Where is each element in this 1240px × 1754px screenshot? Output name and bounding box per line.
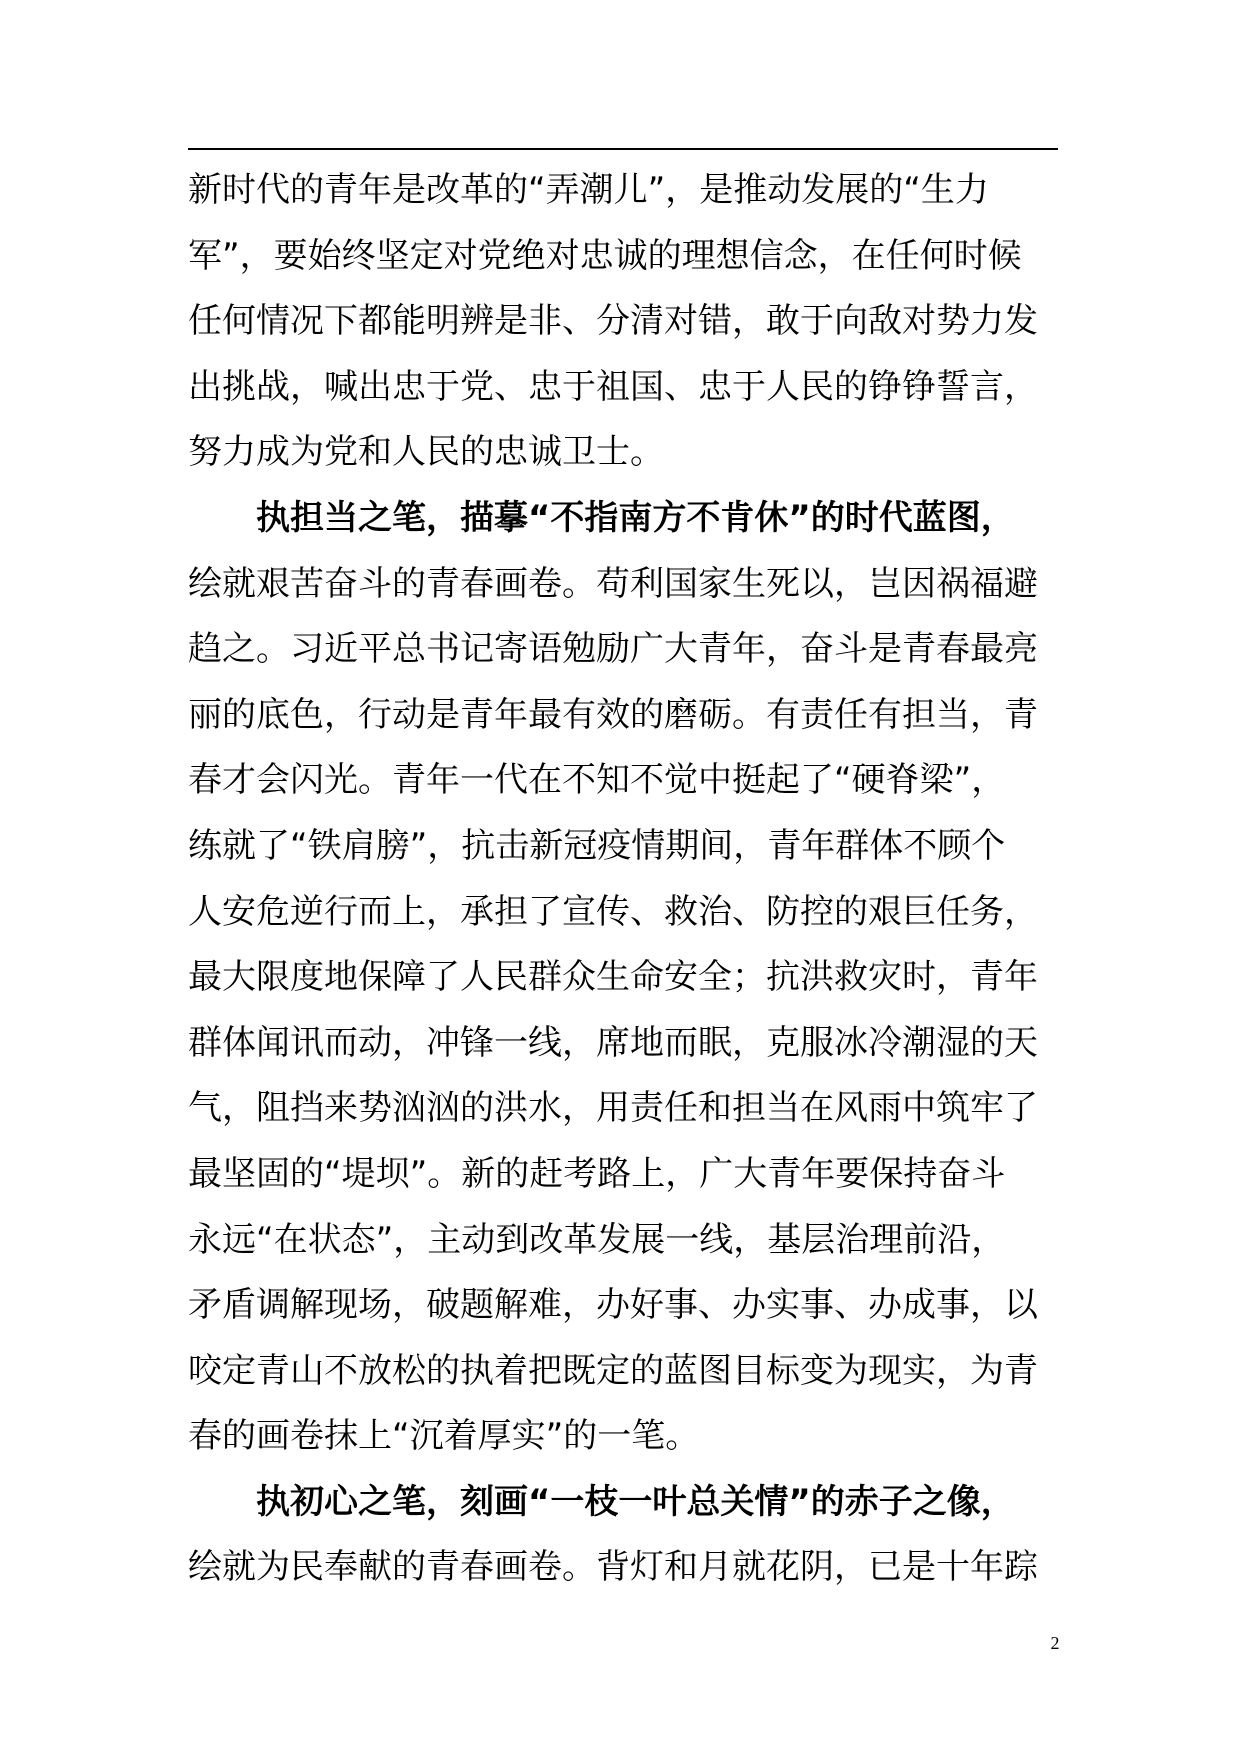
text-line: 最大限度地保障了人民群众生命安全；抗洪救灾时，青年: [188, 957, 1038, 998]
text-line: 群体闻讯而动，冲锋一线，席地而眠，克服冰冷潮湿的天: [188, 1022, 1038, 1063]
text-line: 气，阻挡来势汹汹的洪水，用责任和担当在风雨中筑牢了: [188, 1088, 1038, 1129]
text-line: 永远“在状态”，主动到改革发展一线，基层治理前沿，: [188, 1219, 1006, 1260]
text-line: 人安危逆行而上，承担了宣传、救治、防控的艰巨任务，: [188, 891, 1038, 932]
text-line: 军”，要始终坚定对党绝对忠诚的理想信念，在任何时候: [188, 235, 1022, 276]
paragraph-lead-sentence: 执初心之笔，刻画“一枝一叶总关情”的赤子之像，: [256, 1481, 1015, 1522]
text-line: 矛盾调解现场，破题解难，办好事、办实事、办成事，以: [188, 1285, 1038, 1326]
text-line: 丽的底色，行动是青年最有效的磨砺。有责任有担当，青: [188, 694, 1038, 735]
text-line: 绘就为民奉献的青春画卷。背灯和月就花阴，已是十年踪: [188, 1547, 1038, 1588]
text-line: 练就了“铁肩膀”，抗击新冠疫情期间，青年群体不顾个: [188, 825, 1006, 866]
paragraph-lead-line: [188, 486, 1058, 552]
text-line: 春的画卷抹上“沉着厚实”的一笔。: [188, 1416, 700, 1457]
text-line: 咬定青山不放松的执着把既定的蓝图目标变为现实，为青: [188, 1350, 1038, 1391]
text-line: 出挑战，喊出忠于党、忠于祖国、忠于人民的铮铮誓言，: [188, 366, 1038, 407]
text-line: 努力成为党和人民的忠诚卫士。: [188, 432, 664, 473]
paragraph-lead-sentence: 执担当之笔，描摹“不指南方不肯休”的时代蓝图，: [256, 497, 1015, 538]
paragraph-lead-line: [188, 1470, 1058, 1536]
page-number: 2: [1050, 1633, 1060, 1653]
text-line: 春才会闪光。青年一代在不知不觉中挺起了“硬脊梁”，: [188, 760, 1006, 801]
text-line: 任何情况下都能明辨是非、分清对错，敢于向敌对势力发: [188, 301, 1038, 342]
body-text: [188, 158, 1058, 1601]
header-rule: [188, 148, 1058, 150]
text-line: 最坚固的“堤坝”。新的赶考路上，广大青年要保持奋斗: [188, 1153, 1006, 1194]
text-line: 趋之。习近平总书记寄语勉励广大青年，奋斗是青春最亮: [188, 629, 1038, 670]
text-line: 新时代的青年是改革的“弄潮儿”，是推动发展的“生力: [188, 170, 989, 210]
text-line: 绘就艰苦奋斗的青春画卷。苟利国家生死以，岂因祸福避: [188, 563, 1038, 604]
